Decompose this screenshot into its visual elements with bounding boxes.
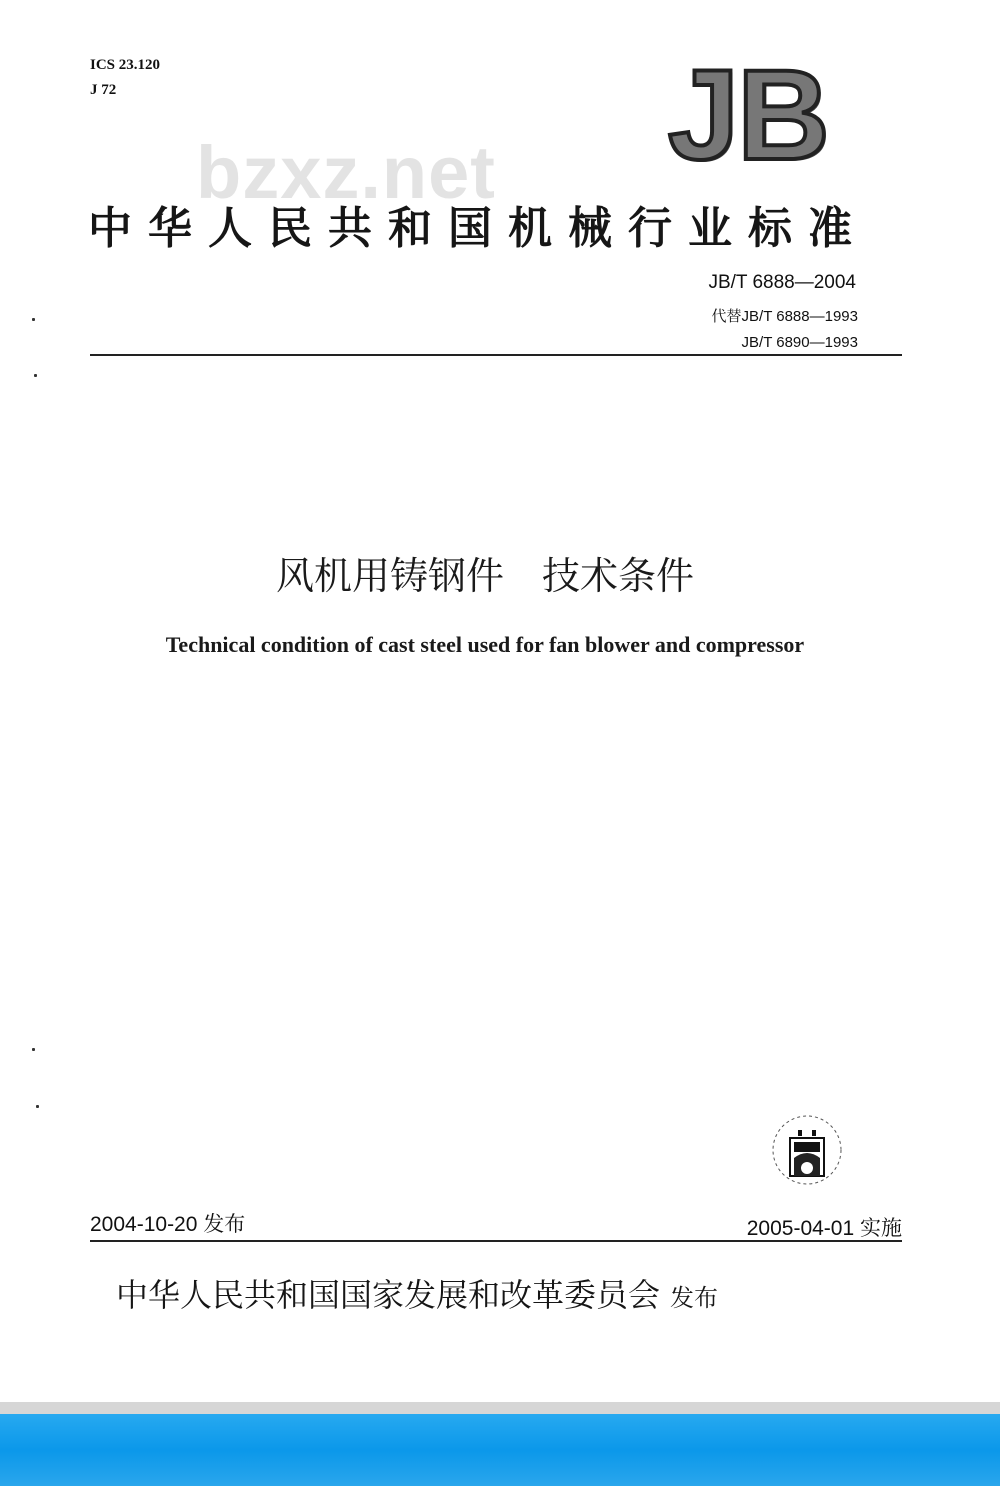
publisher — [116, 1270, 718, 1316]
scan-speck — [32, 318, 35, 321]
replaces-prefix: 代替 — [711, 308, 742, 325]
document-title-chinese: 风机用铸钢件 技术条件 — [275, 554, 694, 598]
replaced-standard-2: JB/T 6890—1993 — [741, 334, 858, 351]
replaced-standard-text: JB/T 6888—1993 — [741, 308, 858, 325]
footer-gray-band — [0, 1402, 1000, 1414]
jb-logo: JB — [668, 44, 828, 187]
header-divider — [90, 354, 902, 356]
replaced-standards — [712, 304, 859, 356]
footer-blue-band — [0, 1414, 1000, 1486]
standard-number — [708, 272, 856, 294]
publisher-suffix: 发布 — [670, 1284, 719, 1312]
footer-divider — [90, 1240, 902, 1242]
scan-speck — [32, 1048, 35, 1051]
standard-number-text: JB/T 6888—2004 — [708, 272, 856, 293]
scan-speck — [36, 1105, 39, 1108]
standard-category-title: 中华人民共和国机械行业标准 — [88, 203, 868, 254]
replaced-standard-1 — [712, 304, 859, 330]
publisher-name: 中华人民共和国国家发展和改革委员会 — [116, 1276, 661, 1314]
issue-date: 2004-10-20 发布 — [90, 1213, 246, 1236]
document-title-english: Technical condition of cast steel used for fan blower and compressor — [165, 632, 805, 657]
ics-code: ICS 23.120 — [90, 57, 161, 73]
watermark: bzxz.net — [196, 131, 496, 214]
effective-date: 2005-04-01 实施 — [746, 1217, 902, 1240]
category-code: J 72 — [90, 82, 117, 98]
publisher-emblem-icon — [768, 1110, 846, 1196]
scan-speck — [34, 374, 37, 377]
